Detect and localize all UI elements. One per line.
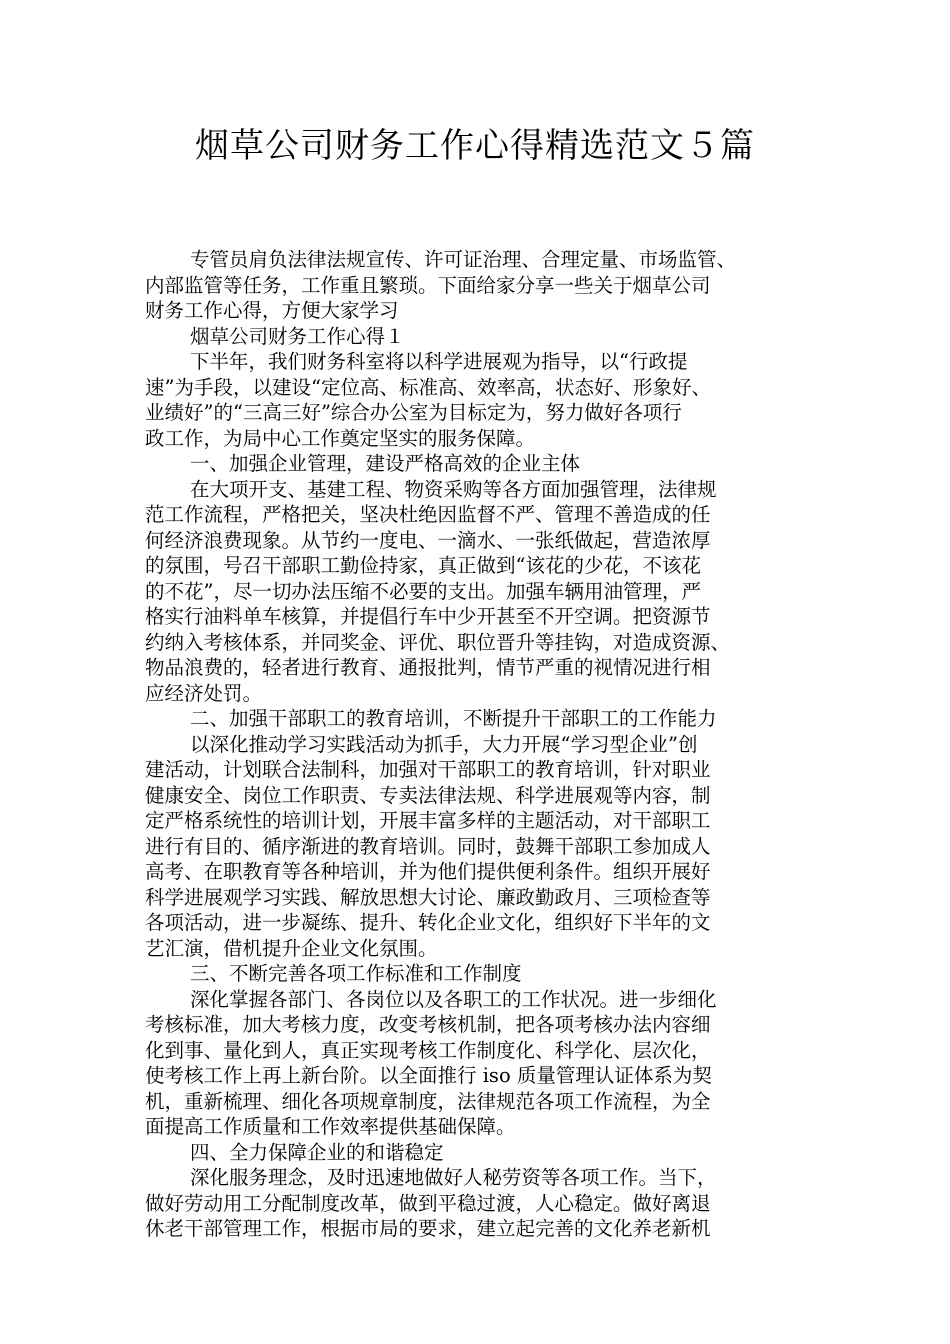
section-heading-line: 三、不断完善各项工作标准和工作制度 bbox=[190, 962, 522, 985]
document-body bbox=[145, 247, 825, 1242]
body-line: 以深化推动学习实践活动为抓手，大力开展“学习型企业”创 bbox=[190, 732, 698, 756]
body-line: 做好劳动用工分配制度改革，做到平稳过渡，人心稳定。做好离退 bbox=[145, 1191, 711, 1215]
body-line: 健康安全、岗位工作职责、专卖法律法规、科学进展观等内容，制 bbox=[145, 783, 711, 807]
body-line: 约纳入考核体系，并同奖金、评优、职位晋升等挂钩，对造成资源、 bbox=[145, 630, 731, 654]
section-heading-line: 四、全力保障企业的和谐稳定 bbox=[190, 1140, 444, 1164]
body-line: 内部监管等任务，工作重且繁琐。下面给家分享一些关于烟草公司 bbox=[145, 273, 711, 297]
body-line: 建活动，计划联合法制科，加强对干部职工的教育培训，针对职业 bbox=[145, 758, 711, 781]
body-line: 进行有目的、循序渐进的教育培训。同时，鼓舞干部职工参加成人 bbox=[145, 834, 711, 858]
body-line: 各项活动，进一步凝练、提升、转化企业文化，组织好下半年的文 bbox=[145, 911, 711, 934]
body-line: 面提高工作质量和工作效率提供基础保障。 bbox=[145, 1115, 516, 1138]
body-line: 定严格系统性的培训计划，开展丰富多样的主题活动，对干部职工 bbox=[145, 809, 711, 832]
body-line: 应经济处罚。 bbox=[145, 681, 263, 705]
body-line: 业绩好”的“三高三好”综合办公室为目标定为，努力做好各项行 bbox=[145, 401, 682, 424]
body-line: 深化服务理念，及时迅速地做好人秘劳资等各项工作。当下， bbox=[190, 1166, 717, 1189]
body-line: 高考、在职教育等各种培训，并为他们提供便利条件。组织开展好 bbox=[145, 860, 711, 883]
body-line: 使考核工作上再上新台阶。以全面推行 iso 质量管理认证体系为契 bbox=[145, 1064, 712, 1087]
body-line: 科学进展观学习实践、解放思想大讨论、廉政勤政月、三项检查等 bbox=[145, 885, 711, 909]
body-line: 速”为手段，以建设“定位高、标准高、效率高，状态好、形象好、 bbox=[145, 375, 711, 399]
body-line: 政工作，为局中心工作奠定坚实的服务保障。 bbox=[145, 426, 536, 450]
section-title-line: 烟草公司财务工作心得１ bbox=[190, 324, 405, 348]
body-line: 何经济浪费现象。从节约一度电、一滴水、一张纸做起，营造浓厚 bbox=[145, 528, 711, 552]
body-line: 的氛围，号召干部职工勤俭持家，真正做到“该花的少花，不该花 bbox=[145, 554, 701, 577]
body-line: 在大项开支、基建工程、物资采购等各方面加强管理，法律规 bbox=[190, 477, 717, 501]
document-title: 烟草公司财务工作心得精选范文５篇 bbox=[195, 126, 755, 166]
body-line: 的不花”，尽一切办法压缩不必要的支出。加强车辆用油管理，严 bbox=[145, 579, 701, 603]
body-line: 深化掌握各部门、各岗位以及各职工的工作状况。进一步细化 bbox=[190, 987, 717, 1011]
body-line: 休老干部管理工作，根据市局的要求，建立起完善的文化养老新机 bbox=[145, 1217, 711, 1240]
body-line: 机，重新梳理、细化各项规章制度，法律规范各项工作流程，为全 bbox=[145, 1089, 711, 1113]
body-line: 格实行油料单车核算，并提倡行车中少开甚至不开空调。把资源节 bbox=[145, 605, 711, 628]
body-line: 下半年，我们财务科室将以科学进展观为指导，以“行政提 bbox=[190, 350, 688, 373]
body-line: 物品浪费的，轻者进行教育、通报批判，情节严重的视情况进行相 bbox=[145, 656, 711, 679]
body-line: 化到事、量化到人，真正实现考核工作制度化、科学化、层次化， bbox=[145, 1038, 711, 1062]
body-line: 专管员肩负法律法规宣传、许可证治理、合理定量、市场监管、 bbox=[190, 248, 737, 271]
body-line: 范工作流程，严格把关，坚决杜绝因监督不严、管理不善造成的任 bbox=[145, 503, 711, 526]
body-line: 艺汇演，借机提升企业文化氛围。 bbox=[145, 936, 438, 960]
body-line: 考核标准，加大考核力度，改变考核机制，把各项考核办法内容细 bbox=[145, 1013, 711, 1036]
body-line: 财务工作心得，方便大家学习 bbox=[145, 299, 399, 322]
section-heading-line: 二、加强干部职工的教育培训，不断提升干部职工的工作能力 bbox=[190, 707, 717, 730]
section-heading-line: 一、加强企业管理，建设严格高效的企业主体 bbox=[190, 452, 581, 475]
